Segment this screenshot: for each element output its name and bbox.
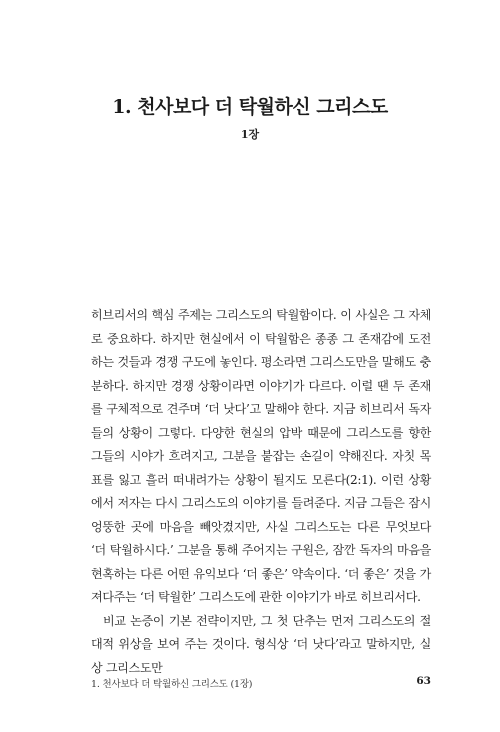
chapter-subtitle: 1장: [240, 128, 260, 141]
running-head: 1. 천사보다 더 탁월하신 그리스도 (1장): [91, 679, 253, 690]
paragraph: 히브리서의 핵심 주제는 그리스도의 탁월함이다. 이 사실은 그 자체로 중요하다. 하지만 현실에서 이 탁월함은 종종 그 존재감에 도전하는 것들과 경쟁 구도에 놓인다. 평소라면 그리스도만을 말해도 충분하다. 하지만 경쟁 상황이라면 이야기가 다르다. 이럴 땐 두 존재를 구체적으로 견주며 ‘더 낫다’고 말해야 한다. 지금 히브리서 독자들의 상황이 그렇다. 다양한 현실의 압박 때문에 그리스도를 향한 그들의 시야가 흐려지고, 그분을 붙잡는 손길이 약해진다. 자칫 목표를 잃고 흘러 떠내려가는 상황이 될지도 모른다(2:1). 이런 상황에서 저자는 다시 그리스도의 이야기를 들려준다. 지금 그들은 잠시 엉뚱한 곳에 마음을 빼앗겼지만, 사실 그리스도는 다른 무엇보다 ‘더 탁월하시다.’ 그분을 통해 주어지는 구원은, 잠깐 독자의 마음을 현혹하는 다른 어떤 유익보다 ‘더 좋은’ 약속이다. ‘더 좋은’ 것을 가져다주는 ‘더 탁월한’ 그리스도에 관한 이야기가 바로 히브리서다.: [91, 308, 431, 604]
body-text: [91, 304, 431, 680]
page-number: 63: [416, 675, 431, 687]
paragraph: 비교 논증이 기본 전략이지만, 그 첫 단추는 먼저 그리스도의 절대적 위상을 보여 주는 것이다. 형식상 ‘더 낫다’라고 말하지만, 실상 그리스도만: [91, 613, 431, 675]
chapter-title: 1. 천사보다 더 탁월하신 그리스도: [112, 96, 388, 118]
